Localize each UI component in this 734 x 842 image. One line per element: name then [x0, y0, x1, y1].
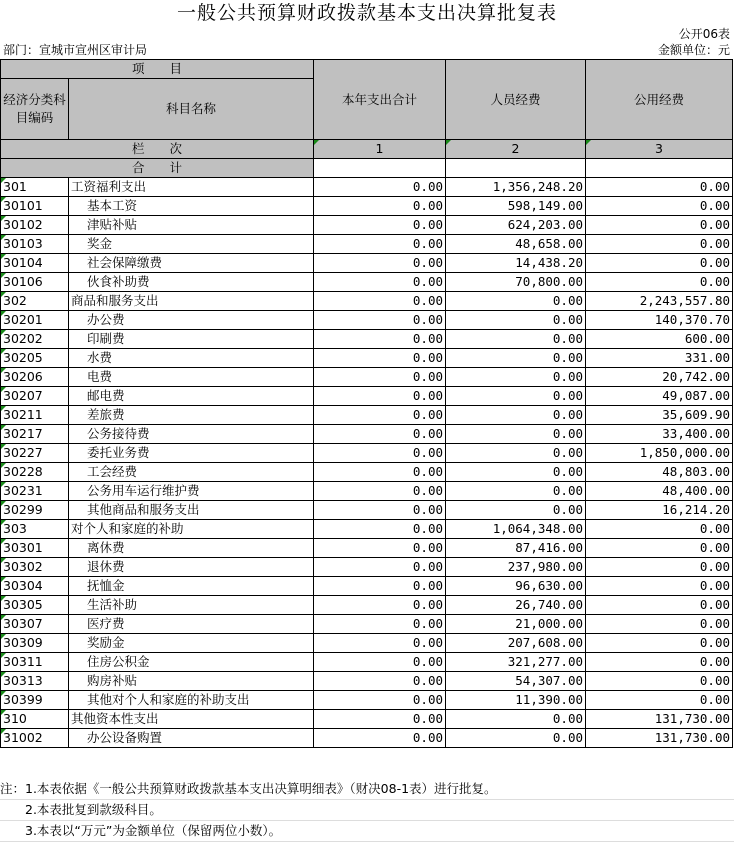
row-code: 31002 — [1, 729, 69, 748]
row-public: 600.00 — [586, 330, 733, 349]
row-name: 办公设备购置 — [69, 729, 314, 748]
sum-label: 合 计 — [1, 159, 314, 178]
sum-personnel-cell — [446, 159, 586, 178]
row-public: 0.00 — [586, 539, 733, 558]
table-row — [1, 710, 733, 729]
row-personnel: 0.00 — [446, 387, 586, 406]
row-total: 0.00 — [314, 691, 446, 710]
row-code: 303 — [1, 520, 69, 539]
row-code: 30102 — [1, 216, 69, 235]
sum-total-cell — [314, 159, 446, 178]
row-code: 30103 — [1, 235, 69, 254]
row-total: 0.00 — [314, 482, 446, 501]
row-total: 0.00 — [314, 273, 446, 292]
row-public: 49,087.00 — [586, 387, 733, 406]
table-row — [1, 330, 733, 349]
row-total: 0.00 — [314, 235, 446, 254]
row-personnel: 0.00 — [446, 425, 586, 444]
row-total: 0.00 — [314, 710, 446, 729]
name-column-header: 科目名称 — [69, 79, 314, 140]
row-public: 2,243,557.80 — [586, 292, 733, 311]
row-personnel: 0.00 — [446, 349, 586, 368]
row-personnel: 321,277.00 — [446, 653, 586, 672]
row-personnel: 96,630.00 — [446, 577, 586, 596]
row-personnel: 0.00 — [446, 311, 586, 330]
row-name: 生活补助 — [69, 596, 314, 615]
row-name: 抚恤金 — [69, 577, 314, 596]
table-row — [1, 691, 733, 710]
row-name: 商品和服务支出 — [69, 292, 314, 311]
row-name: 离休费 — [69, 539, 314, 558]
row-code: 30207 — [1, 387, 69, 406]
row-total: 0.00 — [314, 615, 446, 634]
row-total: 0.00 — [314, 520, 446, 539]
form-number: 公开06表 — [678, 27, 730, 41]
row-public: 0.00 — [586, 634, 733, 653]
row-personnel: 0.00 — [446, 482, 586, 501]
personnel-column-header: 人员经费 — [446, 60, 586, 140]
row-public: 331.00 — [586, 349, 733, 368]
row-code: 30104 — [1, 254, 69, 273]
row-name: 津贴补贴 — [69, 216, 314, 235]
row-personnel: 21,000.00 — [446, 615, 586, 634]
row-total: 0.00 — [314, 292, 446, 311]
note-3: 3.本表以“万元”为金额单位（保留两位小数）。 — [0, 821, 734, 842]
unit-label: 金额单位：元 — [657, 43, 730, 57]
row-name: 对个人和家庭的补助 — [69, 520, 314, 539]
row-public: 0.00 — [586, 273, 733, 292]
row-total: 0.00 — [314, 634, 446, 653]
row-personnel: 0.00 — [446, 292, 586, 311]
row-name: 水费 — [69, 349, 314, 368]
row-personnel: 70,800.00 — [446, 273, 586, 292]
row-name: 公务用车运行维护费 — [69, 482, 314, 501]
row-total: 0.00 — [314, 349, 446, 368]
row-public: 0.00 — [586, 577, 733, 596]
row-total: 0.00 — [314, 197, 446, 216]
row-personnel: 237,980.00 — [446, 558, 586, 577]
row-public: 0.00 — [586, 615, 733, 634]
row-code: 30305 — [1, 596, 69, 615]
row-code: 30227 — [1, 444, 69, 463]
table-row — [1, 482, 733, 501]
table-row — [1, 634, 733, 653]
row-personnel: 0.00 — [446, 729, 586, 748]
table-row — [1, 254, 733, 273]
index-3: 3 — [586, 140, 733, 159]
row-total: 0.00 — [314, 311, 446, 330]
row-public: 0.00 — [586, 596, 733, 615]
row-total: 0.00 — [314, 596, 446, 615]
row-code: 30202 — [1, 330, 69, 349]
row-total: 0.00 — [314, 463, 446, 482]
row-personnel: 1,064,348.00 — [446, 520, 586, 539]
row-public: 0.00 — [586, 691, 733, 710]
row-total: 0.00 — [314, 178, 446, 197]
row-code: 30206 — [1, 368, 69, 387]
sum-public-cell — [586, 159, 733, 178]
expenditure-table — [0, 59, 733, 748]
row-name: 奖励金 — [69, 634, 314, 653]
row-public: 48,803.00 — [586, 463, 733, 482]
row-code: 30106 — [1, 273, 69, 292]
row-name: 差旅费 — [69, 406, 314, 425]
notes-section — [0, 779, 734, 842]
code-column-header: 经济分类科目编码 — [1, 79, 69, 140]
sum-row — [1, 159, 733, 178]
table-row — [1, 501, 733, 520]
table-row — [1, 520, 733, 539]
table-row — [1, 368, 733, 387]
row-name: 购房补贴 — [69, 672, 314, 691]
row-total: 0.00 — [314, 577, 446, 596]
row-name: 委托业务费 — [69, 444, 314, 463]
table-row — [1, 577, 733, 596]
row-personnel: 0.00 — [446, 444, 586, 463]
row-personnel: 11,390.00 — [446, 691, 586, 710]
row-total: 0.00 — [314, 330, 446, 349]
row-public: 140,370.70 — [586, 311, 733, 330]
row-total: 0.00 — [314, 254, 446, 273]
row-name: 社会保障缴费 — [69, 254, 314, 273]
table-row — [1, 273, 733, 292]
row-name: 工资福利支出 — [69, 178, 314, 197]
row-name: 电费 — [69, 368, 314, 387]
table-row — [1, 292, 733, 311]
row-code: 30304 — [1, 577, 69, 596]
row-code: 30217 — [1, 425, 69, 444]
row-personnel: 48,658.00 — [446, 235, 586, 254]
row-name: 其他资本性支出 — [69, 710, 314, 729]
row-code: 30311 — [1, 653, 69, 672]
row-code: 30313 — [1, 672, 69, 691]
row-public: 0.00 — [586, 254, 733, 273]
row-personnel: 1,356,248.20 — [446, 178, 586, 197]
row-personnel: 0.00 — [446, 330, 586, 349]
row-total: 0.00 — [314, 729, 446, 748]
table-row — [1, 235, 733, 254]
row-public: 0.00 — [586, 520, 733, 539]
table-row — [1, 444, 733, 463]
row-name: 医疗费 — [69, 615, 314, 634]
row-public: 35,609.90 — [586, 406, 733, 425]
row-index-label: 栏 次 — [1, 140, 314, 159]
total-column-header: 本年支出合计 — [314, 60, 446, 140]
row-code: 30201 — [1, 311, 69, 330]
row-public: 131,730.00 — [586, 729, 733, 748]
row-personnel: 0.00 — [446, 710, 586, 729]
row-public: 16,214.20 — [586, 501, 733, 520]
row-public: 48,400.00 — [586, 482, 733, 501]
row-total: 0.00 — [314, 558, 446, 577]
row-code: 30299 — [1, 501, 69, 520]
department-label: 部门：宣城市宣州区审计局 — [3, 43, 148, 57]
row-name: 退休费 — [69, 558, 314, 577]
row-personnel: 624,203.00 — [446, 216, 586, 235]
row-name: 基本工资 — [69, 197, 314, 216]
table-row — [1, 672, 733, 691]
row-name: 住房公积金 — [69, 653, 314, 672]
row-public: 0.00 — [586, 672, 733, 691]
row-name: 其他对个人和家庭的补助支出 — [69, 691, 314, 710]
table-row — [1, 596, 733, 615]
row-public: 0.00 — [586, 235, 733, 254]
row-code: 30307 — [1, 615, 69, 634]
row-total: 0.00 — [314, 368, 446, 387]
row-total: 0.00 — [314, 216, 446, 235]
row-personnel: 87,416.00 — [446, 539, 586, 558]
row-total: 0.00 — [314, 425, 446, 444]
row-code: 302 — [1, 292, 69, 311]
row-personnel: 207,608.00 — [446, 634, 586, 653]
row-code: 30399 — [1, 691, 69, 710]
table-row — [1, 349, 733, 368]
row-public: 0.00 — [586, 653, 733, 672]
table-row — [1, 653, 733, 672]
row-public: 33,400.00 — [586, 425, 733, 444]
row-personnel: 0.00 — [446, 406, 586, 425]
row-public: 0.00 — [586, 558, 733, 577]
row-total: 0.00 — [314, 406, 446, 425]
table-row — [1, 729, 733, 748]
index-2: 2 — [446, 140, 586, 159]
index-1: 1 — [314, 140, 446, 159]
row-total: 0.00 — [314, 672, 446, 691]
row-name: 邮电费 — [69, 387, 314, 406]
row-code: 30101 — [1, 197, 69, 216]
row-code: 30205 — [1, 349, 69, 368]
table-row — [1, 539, 733, 558]
row-public: 131,730.00 — [586, 710, 733, 729]
row-name: 印刷费 — [69, 330, 314, 349]
table-row — [1, 216, 733, 235]
table-row — [1, 558, 733, 577]
row-code: 30231 — [1, 482, 69, 501]
row-personnel: 0.00 — [446, 368, 586, 387]
row-code: 30302 — [1, 558, 69, 577]
note-1: 注：1.本表依据《一般公共预算财政拨款基本支出决算明细表》（财决08-1表）进行批复。 — [0, 779, 734, 800]
item-header: 项 目 — [1, 60, 314, 79]
table-row — [1, 197, 733, 216]
row-name: 工会经费 — [69, 463, 314, 482]
row-name: 办公费 — [69, 311, 314, 330]
page-title: 一般公共预算财政拨款基本支出决算批复表 — [176, 2, 557, 24]
table-row — [1, 463, 733, 482]
row-public: 1,850,000.00 — [586, 444, 733, 463]
row-code: 310 — [1, 710, 69, 729]
row-name: 其他商品和服务支出 — [69, 501, 314, 520]
row-personnel: 14,438.20 — [446, 254, 586, 273]
public-column-header: 公用经费 — [586, 60, 733, 140]
row-personnel: 598,149.00 — [446, 197, 586, 216]
table-row — [1, 178, 733, 197]
table-row — [1, 406, 733, 425]
row-public: 0.00 — [586, 216, 733, 235]
row-code: 30228 — [1, 463, 69, 482]
row-code: 30211 — [1, 406, 69, 425]
row-code: 30309 — [1, 634, 69, 653]
table-row — [1, 615, 733, 634]
row-name: 伙食补助费 — [69, 273, 314, 292]
row-name: 公务接待费 — [69, 425, 314, 444]
note-2: 2.本表批复到款级科目。 — [0, 800, 734, 821]
row-total: 0.00 — [314, 387, 446, 406]
table-row — [1, 311, 733, 330]
row-public: 0.00 — [586, 197, 733, 216]
row-name: 奖金 — [69, 235, 314, 254]
row-personnel: 0.00 — [446, 501, 586, 520]
row-personnel: 26,740.00 — [446, 596, 586, 615]
row-public: 0.00 — [586, 178, 733, 197]
table-row — [1, 387, 733, 406]
row-personnel: 0.00 — [446, 463, 586, 482]
row-total: 0.00 — [314, 539, 446, 558]
table-row — [1, 425, 733, 444]
header-row-1 — [1, 60, 733, 79]
row-public: 20,742.00 — [586, 368, 733, 387]
index-row — [1, 140, 733, 159]
row-total: 0.00 — [314, 444, 446, 463]
row-code: 301 — [1, 178, 69, 197]
row-code: 30301 — [1, 539, 69, 558]
row-total: 0.00 — [314, 501, 446, 520]
row-total: 0.00 — [314, 653, 446, 672]
row-personnel: 54,307.00 — [446, 672, 586, 691]
